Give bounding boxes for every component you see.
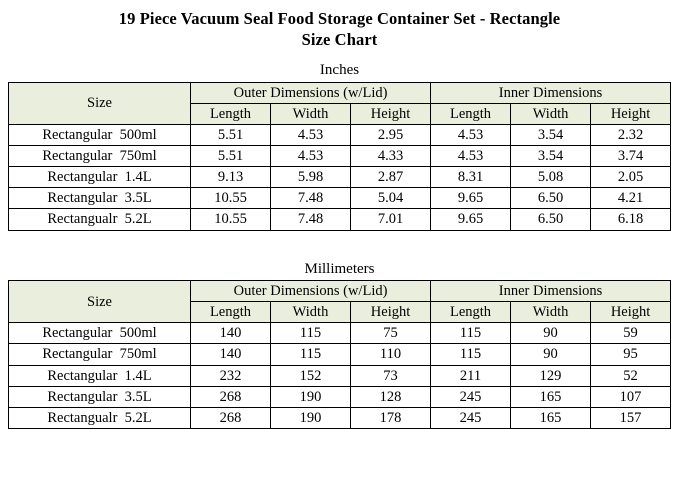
- column-header-inner-length: Length: [431, 302, 511, 323]
- column-group-outer-dimensions: Outer Dimensions (w/Lid): [191, 281, 431, 302]
- column-header-inner-width: Width: [511, 302, 591, 323]
- cell-outer-width: 152: [271, 365, 351, 386]
- cell-inner-length: 245: [431, 407, 511, 428]
- cell-outer-height: 75: [351, 323, 431, 344]
- page-title-line1: 19 Piece Vacuum Seal Food Storage Container Set - Rectangle: [118, 9, 561, 28]
- cell-outer-height: 2.95: [351, 124, 431, 145]
- column-header-outer-width: Width: [271, 302, 351, 323]
- cell-outer-height: 128: [351, 386, 431, 407]
- cell-inner-width: 165: [511, 386, 591, 407]
- column-header-outer-width: Width: [271, 103, 351, 124]
- cell-inner-length: 115: [431, 344, 511, 365]
- column-header-outer-length: Length: [191, 103, 271, 124]
- cell-inner-length: 9.65: [431, 209, 511, 230]
- row-label: Rectangular 750ml: [9, 344, 191, 365]
- cell-inner-width: 6.50: [511, 209, 591, 230]
- cell-outer-length: 268: [191, 386, 271, 407]
- table-row: [9, 188, 671, 209]
- cell-inner-width: 90: [511, 344, 591, 365]
- cell-outer-length: 10.55: [191, 209, 271, 230]
- cell-inner-height: 59: [591, 323, 671, 344]
- cell-outer-length: 5.51: [191, 124, 271, 145]
- cell-inner-length: 115: [431, 323, 511, 344]
- cell-outer-length: 140: [191, 323, 271, 344]
- cell-outer-length: 232: [191, 365, 271, 386]
- cell-inner-length: 9.65: [431, 188, 511, 209]
- column-header-inner-length: Length: [431, 103, 511, 124]
- cell-outer-height: 2.87: [351, 167, 431, 188]
- cell-outer-height: 5.04: [351, 188, 431, 209]
- cell-outer-width: 7.48: [271, 188, 351, 209]
- page-title: [8, 0, 671, 50]
- cell-outer-width: 5.98: [271, 167, 351, 188]
- cell-inner-length: 211: [431, 365, 511, 386]
- cell-outer-width: 190: [271, 407, 351, 428]
- table-header-group-row: [9, 281, 671, 302]
- column-group-inner-dimensions: Inner Dimensions: [431, 82, 671, 103]
- table-header-group-row: [9, 82, 671, 103]
- table-row: [9, 344, 671, 365]
- cell-inner-height: 95: [591, 344, 671, 365]
- cell-inner-width: 5.08: [511, 167, 591, 188]
- row-label: Rectangular 3.5L: [9, 386, 191, 407]
- table-row: [9, 365, 671, 386]
- inches-table: [8, 82, 671, 231]
- page-title-line2: Size Chart: [301, 30, 378, 50]
- millimeters-table: [8, 280, 671, 429]
- row-label: Rectangular 1.4L: [9, 365, 191, 386]
- inches-heading: Inches: [319, 62, 360, 79]
- cell-inner-height: 3.74: [591, 146, 671, 167]
- cell-outer-width: 115: [271, 323, 351, 344]
- cell-inner-height: 107: [591, 386, 671, 407]
- cell-outer-width: 4.53: [271, 124, 351, 145]
- cell-inner-width: 90: [511, 323, 591, 344]
- cell-outer-width: 115: [271, 344, 351, 365]
- cell-outer-height: 7.01: [351, 209, 431, 230]
- cell-inner-width: 165: [511, 407, 591, 428]
- cell-inner-length: 245: [431, 386, 511, 407]
- cell-inner-width: 3.54: [511, 124, 591, 145]
- cell-outer-length: 268: [191, 407, 271, 428]
- column-header-size: Size: [9, 281, 191, 323]
- table-row: [9, 146, 671, 167]
- cell-outer-length: 5.51: [191, 146, 271, 167]
- table-spacer: [8, 231, 671, 249]
- cell-inner-height: 2.32: [591, 124, 671, 145]
- table-row: [9, 386, 671, 407]
- table-row: [9, 209, 671, 230]
- row-label: Rectangular 750ml: [9, 146, 191, 167]
- cell-outer-width: 7.48: [271, 209, 351, 230]
- cell-outer-width: 4.53: [271, 146, 351, 167]
- cell-inner-height: 157: [591, 407, 671, 428]
- row-label: Rectangular 500ml: [9, 323, 191, 344]
- table-row: [9, 407, 671, 428]
- column-group-inner-dimensions: Inner Dimensions: [431, 281, 671, 302]
- row-label: Rectangualr 5.2L: [9, 407, 191, 428]
- cell-outer-height: 4.33: [351, 146, 431, 167]
- column-header-size: Size: [9, 82, 191, 124]
- cell-inner-width: 6.50: [511, 188, 591, 209]
- cell-outer-height: 110: [351, 344, 431, 365]
- row-label: Rectangualr 5.2L: [9, 209, 191, 230]
- column-header-outer-height: Height: [351, 302, 431, 323]
- cell-outer-length: 9.13: [191, 167, 271, 188]
- cell-inner-height: 4.21: [591, 188, 671, 209]
- row-label: Rectangular 3.5L: [9, 188, 191, 209]
- column-header-inner-width: Width: [511, 103, 591, 124]
- cell-inner-length: 8.31: [431, 167, 511, 188]
- cell-inner-width: 3.54: [511, 146, 591, 167]
- row-label: Rectangular 1.4L: [9, 167, 191, 188]
- column-group-outer-dimensions: Outer Dimensions (w/Lid): [191, 82, 431, 103]
- cell-outer-width: 190: [271, 386, 351, 407]
- cell-outer-length: 10.55: [191, 188, 271, 209]
- cell-outer-height: 73: [351, 365, 431, 386]
- table-row: [9, 124, 671, 145]
- cell-inner-height: 6.18: [591, 209, 671, 230]
- cell-outer-length: 140: [191, 344, 271, 365]
- column-header-outer-length: Length: [191, 302, 271, 323]
- cell-inner-length: 4.53: [431, 124, 511, 145]
- cell-inner-height: 52: [591, 365, 671, 386]
- cell-outer-height: 178: [351, 407, 431, 428]
- millimeters-heading: Millimeters: [304, 260, 375, 277]
- column-header-inner-height: Height: [591, 302, 671, 323]
- table-row: [9, 167, 671, 188]
- column-header-outer-height: Height: [351, 103, 431, 124]
- table-row: [9, 323, 671, 344]
- row-label: Rectangular 500ml: [9, 124, 191, 145]
- cell-inner-width: 129: [511, 365, 591, 386]
- cell-inner-length: 4.53: [431, 146, 511, 167]
- column-header-inner-height: Height: [591, 103, 671, 124]
- cell-inner-height: 2.05: [591, 167, 671, 188]
